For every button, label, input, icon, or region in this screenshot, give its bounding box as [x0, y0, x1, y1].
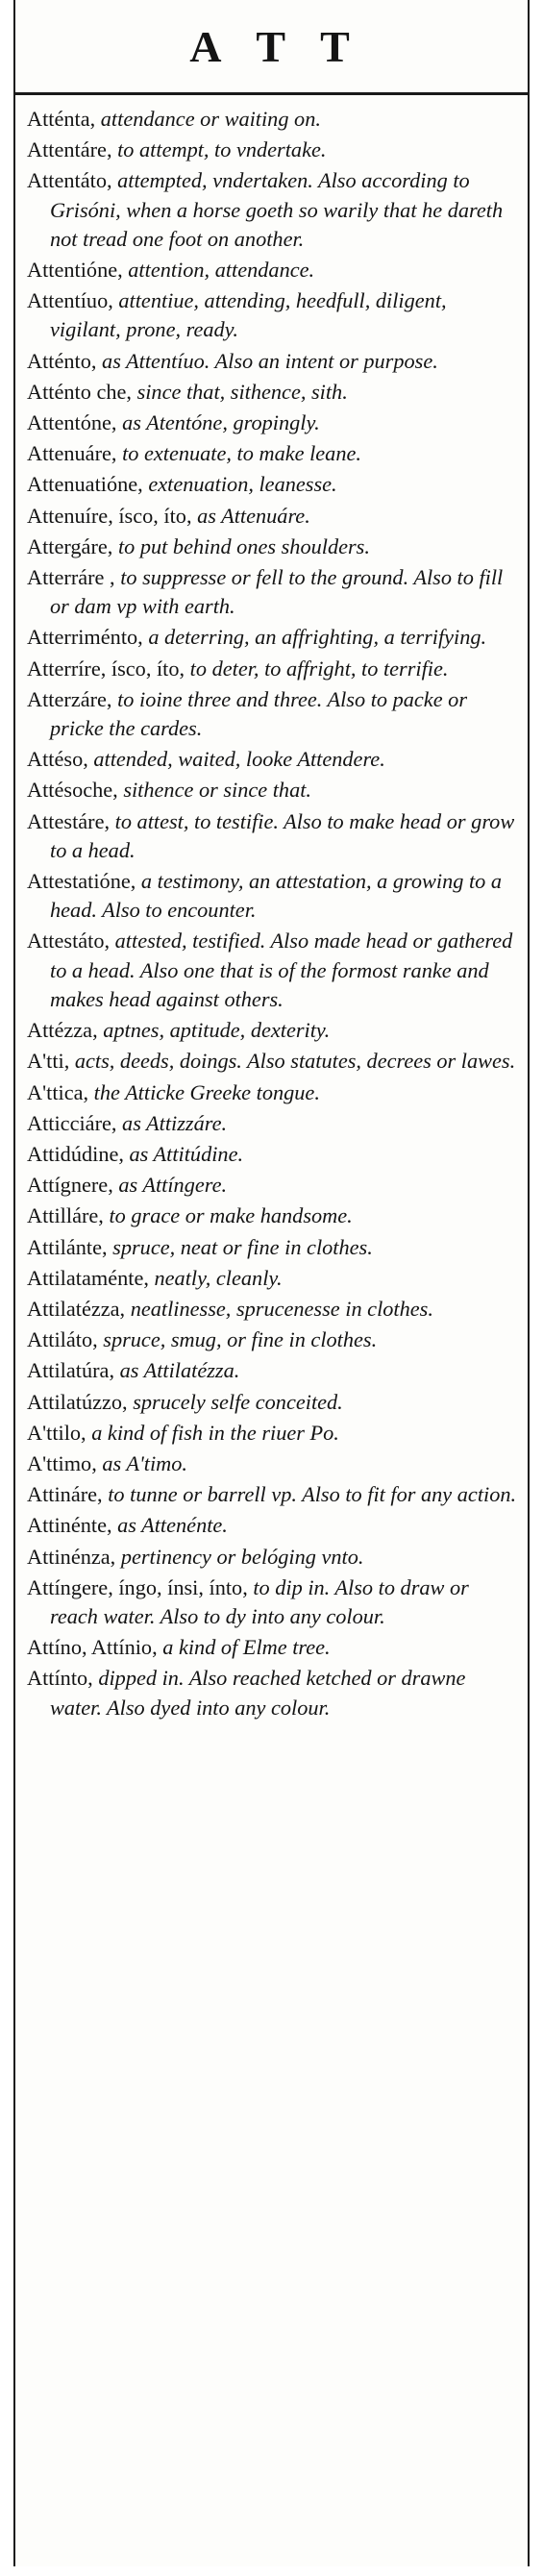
dictionary-entry [27, 623, 520, 652]
entry-headword: Attestáto, [27, 929, 111, 954]
dictionary-entry [27, 1325, 520, 1354]
dictionary-entry [27, 1356, 520, 1385]
entry-definition: to attest, to testifie. Also to make head or grow to a head. [50, 808, 515, 862]
entry-headword: Attentáto, [27, 168, 112, 193]
running-head-letter: A [189, 21, 226, 71]
entry-definition: pertinency or belóging vnto. [120, 1544, 364, 1569]
dictionary-entry [27, 256, 520, 285]
entry-headword: A'tti, [27, 1049, 70, 1074]
dictionary-entry [27, 439, 520, 468]
entry-headword: Attésoche, [27, 778, 118, 803]
dictionary-entry [27, 1047, 520, 1076]
dictionary-entry [27, 1419, 520, 1448]
entry-definition: neatlinesse, sprucenesse in clothes. [130, 1296, 433, 1321]
entry-headword: Attestáre, [27, 808, 111, 833]
entry-headword: Atterráre , [27, 565, 115, 590]
entry-definition: attention, attendance. [128, 258, 315, 283]
dictionary-entry [27, 1016, 520, 1045]
dictionary-entry [27, 1449, 520, 1478]
entry-definition: attended, waited, looke Attendere. [93, 747, 385, 772]
entry-headword: Attidúdine, [27, 1141, 124, 1166]
dictionary-entry [27, 1140, 520, 1169]
entry-headword: Attergáre, [27, 533, 113, 558]
entry-definition: attempted, vndertaken. Also according to Grisóni, when a horse goeth so warily that he dareth not tread one foot on another. [50, 168, 504, 251]
entry-headword: Attentáre, [27, 137, 112, 162]
dictionary-entry [27, 1388, 520, 1417]
entry-headword: A'ttica, [27, 1079, 89, 1104]
entry-headword: Attenuíre, ísco, íto, [27, 503, 192, 528]
dictionary-entry [27, 347, 520, 376]
entry-headword: Attentóne, [27, 410, 117, 435]
entry-definition: as A'timo. [102, 1450, 187, 1475]
entry-headword: Attilláre, [27, 1203, 104, 1228]
running-head-letter: T [256, 21, 290, 71]
entry-definition: aptnes, aptitude, dexterity. [103, 1018, 331, 1043]
running-head [15, 0, 528, 95]
entry-definition: sithence or since that. [123, 778, 311, 803]
entry-definition: as Atentóne, gropingly. [122, 410, 320, 435]
entry-definition: the Atticke Greeke tongue. [93, 1079, 320, 1104]
entry-headword: Attilatúra, [27, 1358, 115, 1383]
dictionary-entry [27, 378, 520, 407]
dictionary-entry [27, 807, 520, 865]
entry-definition: since that, sithence, sith. [136, 379, 348, 404]
dictionary-entry [27, 286, 520, 344]
entry-definition: spruce, smug, or fine in clothes. [103, 1327, 378, 1352]
entry-headword: Attilatúzzo, [27, 1389, 128, 1414]
entry-definition: as Attitúdine. [129, 1141, 244, 1166]
dictionary-entry [27, 1573, 520, 1631]
entry-definition: as Attenuáre. [197, 503, 310, 528]
entry-definition: a kind of Elme tree. [162, 1635, 331, 1660]
entry-headword: Attézza, [27, 1018, 98, 1043]
entry-headword: Atterriménto, [27, 625, 143, 650]
entry-definition: spruce, neat or fine in clothes. [112, 1234, 373, 1259]
dictionary-entry [27, 1664, 520, 1721]
entry-definition: as Attenénte. [117, 1513, 228, 1538]
dictionary-entry [27, 1233, 520, 1262]
running-head-letter: T [320, 21, 354, 71]
entry-definition: to attempt, to vndertake. [117, 137, 327, 162]
dictionary-entry [27, 502, 520, 531]
dictionary-entry [27, 1295, 520, 1324]
entry-headword: Attíngere, íngo, ínsi, ínto, [27, 1574, 248, 1599]
entry-definition: attested, testified. Also made head or gathered to a head. Also one that is of the formost ranke and makes head against others. [50, 929, 513, 1011]
entry-headword: Attiláto, [27, 1327, 98, 1352]
entry-definition: as Attizzáre. [122, 1110, 228, 1135]
dictionary-entry [27, 470, 520, 499]
entry-headword: Attígnere, [27, 1173, 113, 1198]
dictionary-entry [27, 1171, 520, 1200]
entry-headword: A'ttimo, [27, 1450, 97, 1475]
entry-definition: attendance or waiting on. [100, 107, 321, 131]
entry-headword: Attináre, [27, 1482, 103, 1507]
dictionary-entry [27, 1109, 520, 1138]
entry-headword: Atténto che, [27, 379, 132, 404]
dictionary-entry [27, 776, 520, 805]
dictionary-entry [27, 409, 520, 437]
entry-definition: to tunne or barrell vp. Also to fit for any action. [108, 1482, 517, 1507]
entry-headword: Attinénza, [27, 1544, 116, 1569]
entry-headword: Attilatézza, [27, 1296, 126, 1321]
entry-headword: Attíno, Attínio, [27, 1635, 158, 1660]
entry-headword: Attestatióne, [27, 869, 136, 894]
dictionary-page [13, 0, 530, 2566]
dictionary-entry [27, 1078, 520, 1107]
entry-headword: Attentióne, [27, 258, 123, 283]
entry-headword: Atterríre, ísco, íto, [27, 656, 185, 681]
entry-headword: A'ttilo, [27, 1420, 86, 1445]
entry-definition: sprucely selfe conceited. [133, 1389, 343, 1414]
entry-headword: Attilánte, [27, 1234, 108, 1259]
dictionary-entry [27, 105, 520, 134]
entry-definition: a kind of fish in the riuer Po. [91, 1420, 339, 1445]
entry-definition: to deter, to affright, to terrifie. [189, 656, 449, 681]
entry-headword: Atténto, [27, 348, 97, 373]
dictionary-entry [27, 867, 520, 925]
entry-headword: Attilataménte, [27, 1265, 149, 1290]
dictionary-entry [27, 533, 520, 561]
entry-headword: Attenuatióne, [27, 472, 143, 497]
entry-headword: Attentíuo, [27, 288, 113, 313]
entry-headword: Atterzáre, [27, 686, 112, 711]
dictionary-entry [27, 1201, 520, 1230]
entry-headword: Attéso, [27, 747, 88, 772]
entry-definition: to extenuate, to make leane. [122, 441, 361, 466]
entry-definition: a testimony, an attestation, a growing to a head. Also to encounter. [50, 869, 503, 923]
entry-definition: to grace or make handsome. [109, 1203, 353, 1228]
entry-definition: acts, deeds, doings. Also statutes, decrees or lawes. [74, 1049, 516, 1074]
entry-definition: neatly, cleanly. [154, 1265, 283, 1290]
dictionary-entry [27, 136, 520, 164]
dictionary-entry [27, 1511, 520, 1540]
entry-definition: extenuation, leanesse. [148, 472, 337, 497]
dictionary-entry [27, 745, 520, 774]
entry-headword: Atticciáre, [27, 1110, 117, 1135]
entry-headword: Attenuáre, [27, 441, 117, 466]
dictionary-entry [27, 685, 520, 743]
dictionary-entry [27, 166, 520, 254]
entry-definition: as Attilatézza. [119, 1358, 240, 1383]
dictionary-entry [27, 1480, 520, 1509]
dictionary-entry [27, 1633, 520, 1662]
dictionary-entry [27, 1543, 520, 1572]
dictionary-entry [27, 655, 520, 683]
entry-headword: Atténta, [27, 107, 96, 131]
dictionary-entry [27, 563, 520, 621]
entry-definition: as Attíngere. [118, 1173, 228, 1198]
entry-definition: to ioine three and three. Also to packe or pricke the cardes. [50, 686, 467, 741]
entry-definition: attentiue, attending, heedfull, diligent, vigilant, prone, ready. [50, 288, 447, 342]
entry-definition: to put behind ones shoulders. [117, 533, 370, 558]
entry-definition: dipped in. Also reached ketched or drawne water. Also dyed into any colour. [50, 1666, 466, 1720]
entry-list [15, 95, 528, 1722]
entry-definition: to suppresse or fell to the ground. Also to fill or dam vp with earth. [50, 565, 504, 619]
entry-headword: Attínto, [27, 1666, 93, 1691]
entry-definition: a deterring, an affrighting, a terrifying. [148, 625, 487, 650]
entry-definition: as Attentíuo. Also an intent or purpose. [102, 348, 438, 373]
entry-definition: to dip in. Also to draw or reach water. Also to dy into any colour. [50, 1574, 469, 1628]
entry-headword: Attinénte, [27, 1513, 112, 1538]
dictionary-entry [27, 1264, 520, 1293]
dictionary-entry [27, 927, 520, 1014]
